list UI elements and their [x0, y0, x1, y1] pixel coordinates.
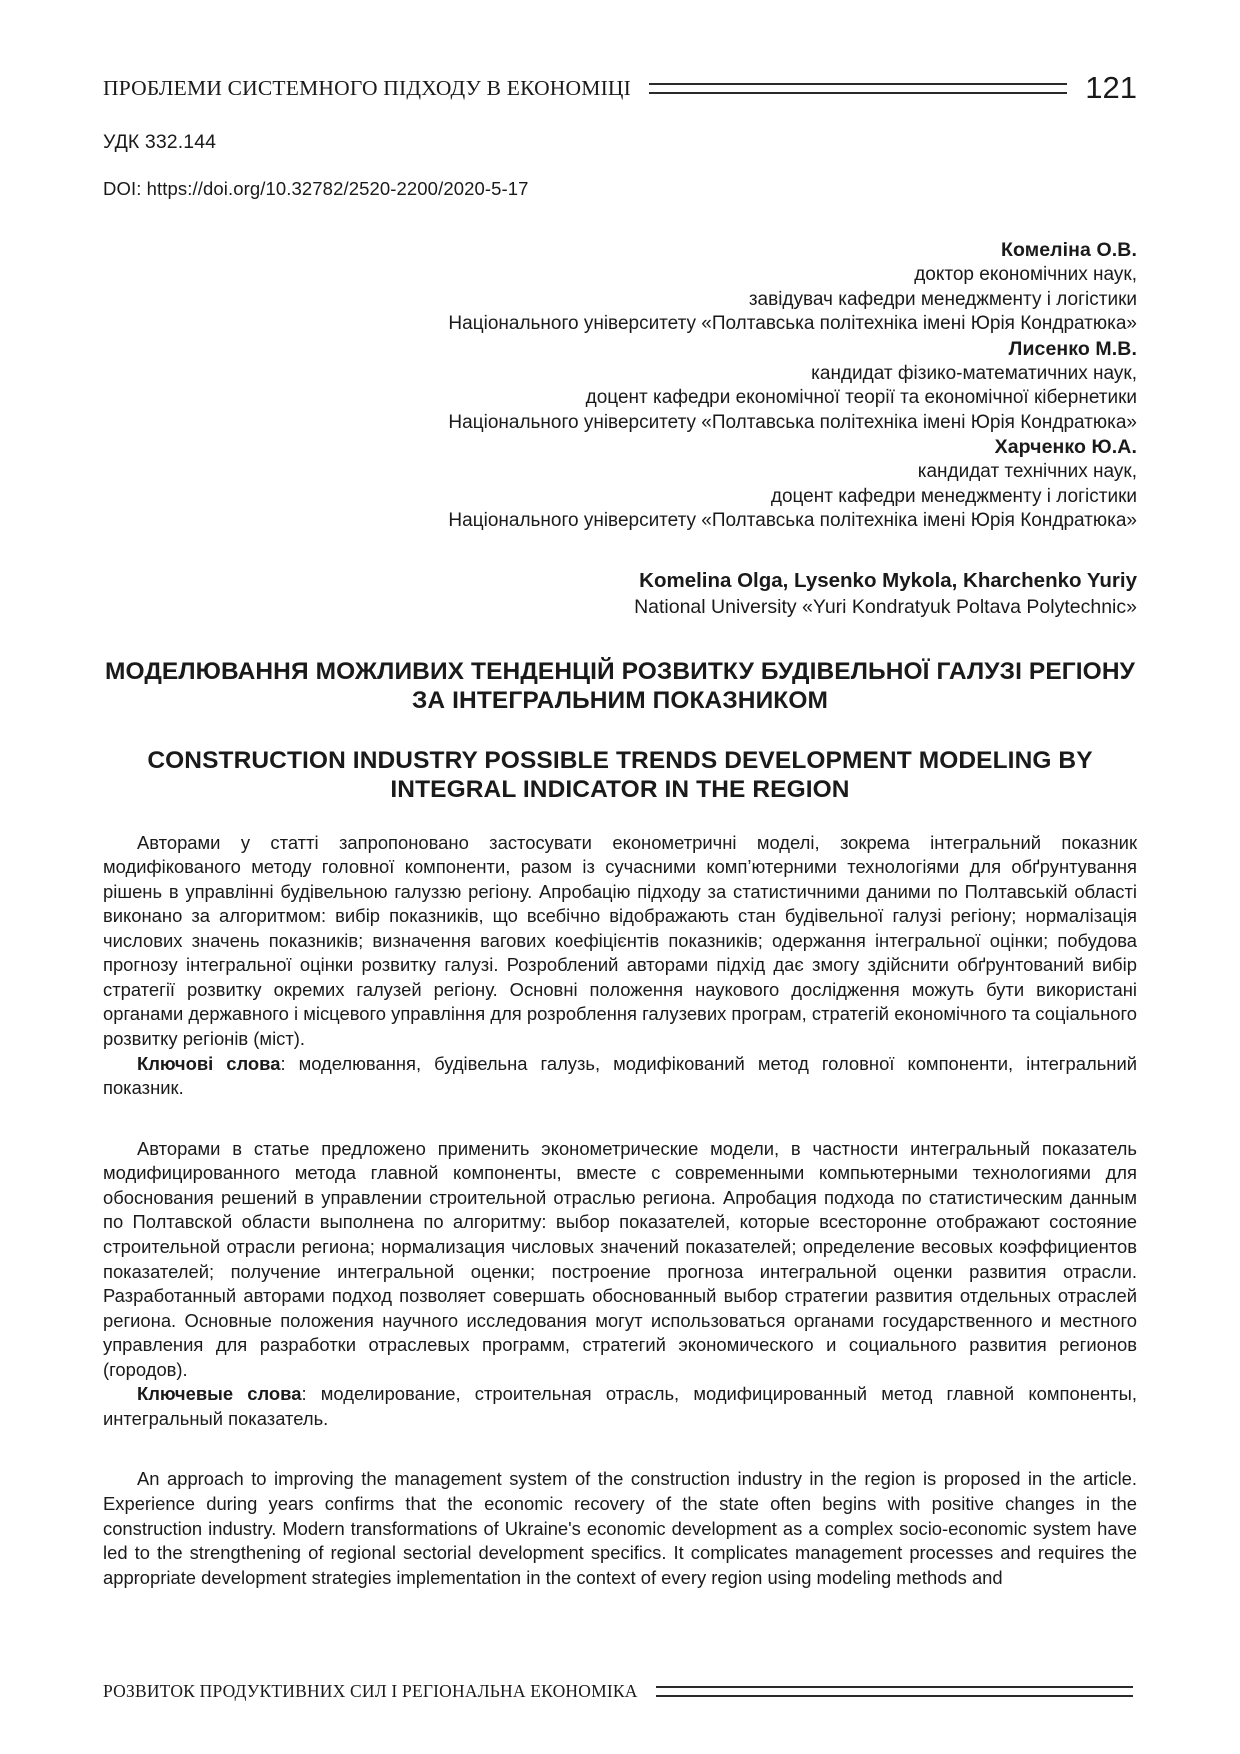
author-position: доцент кафедри менеджменту і логістики: [770, 485, 1137, 507]
author-name: Лисенко М.В.: [1008, 337, 1137, 360]
abstract-ru-text: Авторами в статье предложено применить эконометрические модели, в частности интегральный показатель модифицированного метода главной компоненты, вместе с современными компьютерными технологиями для обоснования решений в управлении строительной отраслью региона. Апробация подхода по статистическим данным по Полтавской области выполнена по алгоритму: выбор показателей, которые всесторонне отображают состояние строительной отрасли региона; нормализация числовых значений показателей; определение весовых коэффициентов показателей; получение интегральной оценки; построение прогноза интегральной оценки развития отрасли. Разработанный авторами подход позволяет совершать обоснованный выбор стратегии развития отдельных отраслей региона. Основные положения научного исследования могут использоваться органами государственного и местного управления для разработки отраслевых программ, стратегий экономического и социального развития регионов (городов).: [103, 1137, 1137, 1380]
article-title-ua: МОДЕЛЮВАННЯ МОЖЛИВИХ ТЕНДЕНЦІЙ РОЗВИТКУ БУДІВЕЛЬНОЇ ГАЛУЗІ РЕГІОНУ ЗА ІНТЕГРАЛЬНИМ ПОКАЗНИКОМ: [105, 657, 1135, 714]
footer-section-title: РОЗВИТОК ПРОДУКТИВНИХ СИЛ І РЕГІОНАЛЬНА ЕКОНОМІКА: [103, 1681, 638, 1701]
running-head-rule: [649, 83, 1067, 94]
running-head-title: ПРОБЛЕМИ СИСТЕМНОГО ПІДХОДУ В ЕКОНОМІЦІ: [103, 75, 632, 100]
author-position: завідувач кафедри менеджменту і логістики: [748, 288, 1137, 310]
author-entry: [103, 337, 1137, 436]
keywords-list-ua: : моделювання, будівельна галузь, модифікований метод головної компоненти, інтегральний показник.: [103, 1052, 1137, 1099]
page-number: 121: [1085, 70, 1137, 105]
article-title-en: CONSTRUCTION INDUSTRY POSSIBLE TRENDS DEVELOPMENT MODELING BY INTEGRAL INDICATOR IN THE REGION: [147, 746, 1093, 803]
abstract-ru: [103, 1137, 1137, 1432]
author-degree: доктор економічних наук,: [914, 264, 1137, 286]
author-affiliation: Національного університету «Полтавська політехніка імені Юрія Кондратюка»: [448, 510, 1137, 532]
keywords-list-ru: : моделирование, строительная отрасль, модифицированный метод главной компоненты, интегральный показатель.: [103, 1383, 1138, 1429]
abstract-ua: [103, 831, 1137, 1101]
author-entry: [103, 435, 1137, 534]
author-name: Комеліна О.В.: [1000, 239, 1137, 261]
abstract-ua-keywords: [103, 1052, 1137, 1101]
udk-code: УДК 332.144: [103, 131, 217, 153]
author-position: доцент кафедри економічної теорії та економічної кібернетики: [585, 387, 1137, 409]
footer-rule: [656, 1686, 1133, 1697]
keywords-label-ua: Ключові слова: [137, 1052, 281, 1074]
authors-en-block: [103, 568, 1137, 620]
abstract-ua-text: Авторами у статті запропоновано застосувати економетричні моделі, зокрема інтегральний показник модифікованого методу головної компоненти, разом із сучасними комп’ютерними технологіями для обґрунтування рішень в управлінні будівельною галуззю регіону. Апробацію підходу за статистичними даними по Полтавській області виконано за алгоритмом: вибір показників, що всебічно відображають стан будівельної галузі регіону; нормалізація числових значень показників; визначення вагових коефіцієнтів показників; одержання інтегральної оцінки; побудова прогнозу інтегральної оцінки розвитку галузі. Розроблений авторами підхід дає змогу здійснити обґрунтований вибір стратегії розвитку окремих галузей регіону. Основні положення наукового дослідження можуть бути використані органами державного і місцевого управління для розроблення галузевих програм, стратегій економічного та соціального розвитку регіонів (міст).: [103, 831, 1137, 1050]
author-degree: кандидат технічних наук,: [917, 461, 1137, 483]
abstract-en-text: An approach to improving the management system of the construction industry in the region is proposed in the article. Experience during years confirms that the economic recovery of the state often begins with positive changes in the construction industry. Modern transformations of Ukraine's economic development as a complex socio-economic system have led to the strengthening of regional sectorial development specifics. It complicates management processes and requires the appropriate development strategies implementation in the context of every region using modeling methods and: [103, 1468, 1137, 1588]
abstract-en: [103, 1467, 1137, 1590]
authors-ua-block: [103, 238, 1137, 534]
authors-en-affiliation: National University «Yuri Kondratyuk Poltava Polytechnic»: [634, 595, 1137, 618]
doi-link[interactable]: DOI: https://doi.org/10.32782/2520-2200/2020-5-17: [103, 178, 529, 199]
running-head: [103, 68, 1137, 108]
author-affiliation: Національного університету «Полтавська політехніка імені Юрія Кондратюка»: [448, 313, 1137, 335]
abstract-ru-keywords: [103, 1382, 1137, 1431]
author-entry: [103, 238, 1137, 337]
author-affiliation: Національного університету «Полтавська політехніка імені Юрія Кондратюка»: [448, 411, 1137, 433]
page-footer: [103, 1681, 1137, 1702]
author-degree: кандидат фізико-математичних наук,: [811, 362, 1137, 384]
author-name: Харченко Ю.А.: [994, 436, 1137, 459]
keywords-label-ru: Ключевые слова: [137, 1383, 302, 1405]
authors-en-names: Komelina Olga, Lysenko Mykola, Kharchenko Yuriy: [639, 568, 1137, 592]
